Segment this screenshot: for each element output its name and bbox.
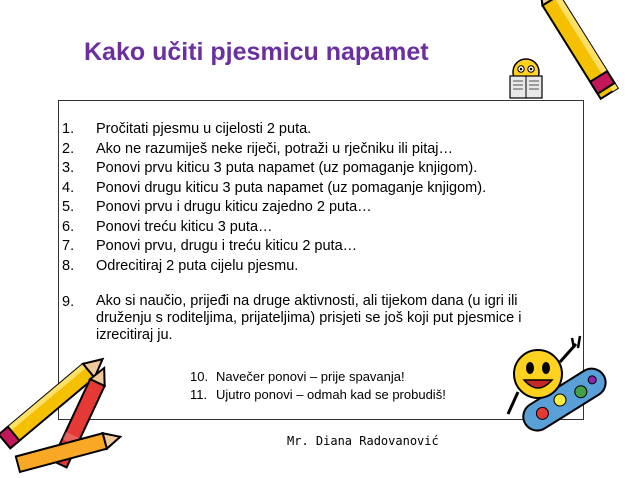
slide-title: Kako učiti pjesmicu napamet xyxy=(84,38,429,66)
extra-steps-list xyxy=(190,368,446,403)
author-credit: Mr. Diana Radovanović xyxy=(287,434,439,448)
step-text: Ujutro ponovi – odmah kad se probudiš! xyxy=(216,386,446,402)
step-text: Pročitati pjesmu u cijelosti 2 puta. xyxy=(96,121,312,137)
list-item xyxy=(62,198,576,218)
step-number: 2. xyxy=(62,140,75,157)
step-text: Ako ne razumiješ neke riječi, potraži u rječniku ili pitaj… xyxy=(96,140,454,157)
crayons-icon xyxy=(0,346,132,478)
step-number: 1. xyxy=(62,121,75,137)
list-item xyxy=(62,140,576,160)
smiley-newspaper-icon xyxy=(504,56,548,100)
list-item xyxy=(62,179,576,199)
step-number: 11. xyxy=(190,386,208,402)
step-text: Ponovi drugu kiticu 3 puta napamet (uz pomaganje knjigom). xyxy=(96,179,487,196)
step-number: 8. xyxy=(62,257,75,274)
step-number: 9. xyxy=(62,294,75,310)
step-number: 7. xyxy=(62,238,75,254)
list-item xyxy=(62,120,576,140)
list-item xyxy=(62,257,576,277)
step-text: Odrecitiraj 2 puta cijelu pjesmu. xyxy=(96,257,299,274)
step-text: Ponovi prvu i drugu kiticu zajedno 2 puta… xyxy=(96,199,372,215)
list-item xyxy=(190,368,446,386)
step-text: Navečer ponovi – prije spavanja! xyxy=(216,369,405,384)
smiley-skateboard-icon xyxy=(498,330,608,440)
step-text: Ponovi prvu kiticu 3 puta napamet (uz pomaganje knjigom). xyxy=(96,160,478,176)
list-item xyxy=(62,218,576,238)
step-text: Ponovi prvu, drugu i treću kiticu 2 puta… xyxy=(96,238,358,254)
step-number: 5. xyxy=(62,199,75,215)
list-item xyxy=(190,386,446,404)
steps-list xyxy=(62,120,576,344)
step-number: 4. xyxy=(62,179,75,196)
list-item xyxy=(62,237,576,257)
step-text: Ako si naučio, prijeđi na druge aktivnosti, ali tijekom dana (u igri ili druženju s roditeljima, prijateljima) prisjeti se još koji put pjesmice i izrecitiraj ju. xyxy=(96,293,522,343)
step-number: 6. xyxy=(62,218,75,235)
step-number: 3. xyxy=(62,160,75,176)
list-item xyxy=(62,159,576,179)
step-number: 10. xyxy=(190,369,209,384)
step-text: Ponovi treću kiticu 3 puta… xyxy=(96,218,273,235)
